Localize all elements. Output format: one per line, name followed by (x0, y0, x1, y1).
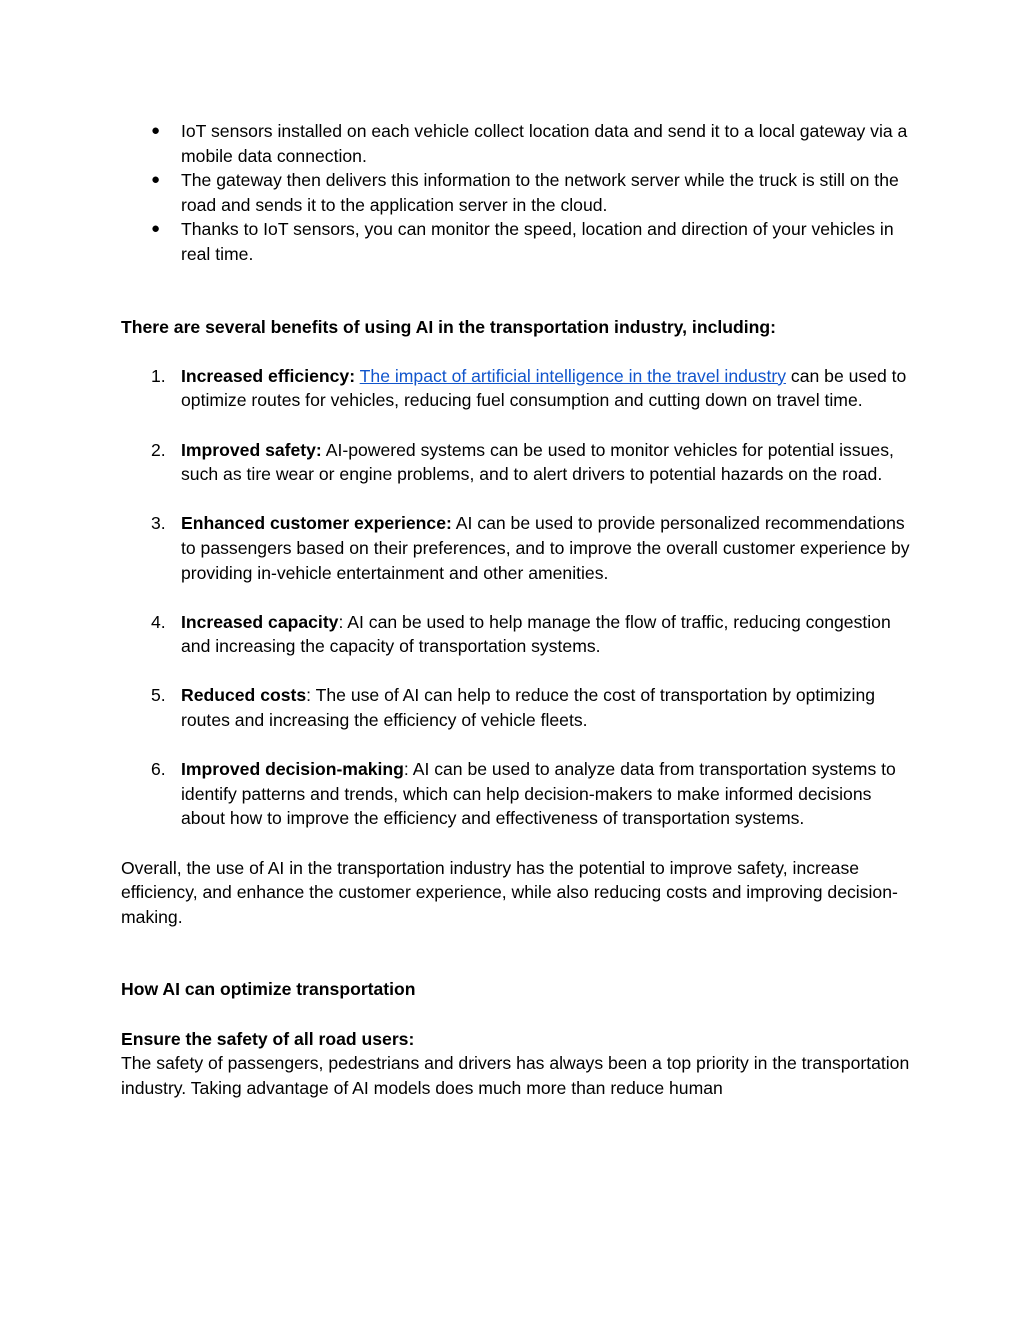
bullet-icon: ● (151, 220, 161, 238)
bullet-icon: ● (151, 122, 161, 139)
benefits-heading: There are several benefits of using AI in the transportation industry, including: (121, 316, 776, 337)
benefit-item-increased-efficiency (121, 364, 911, 413)
bullet-item (121, 217, 911, 266)
list-number: 4. (151, 611, 166, 632)
document-page (121, 119, 911, 1100)
benefit-item-decision-making (121, 757, 911, 831)
section-heading: How AI can optimize transportation (121, 979, 416, 1000)
bullet-text: IoT sensors installed on each vehicle collect location data and send it to a local gateway via a mobile data connection. (181, 121, 908, 166)
iot-bullet-list (121, 119, 911, 267)
bullet-icon: ● (151, 171, 161, 189)
list-number: 6. (151, 759, 166, 780)
benefit-item-improved-safety (121, 438, 911, 487)
list-number: 1. (151, 365, 166, 386)
bullet-item (121, 119, 911, 168)
benefit-item-reduced-costs (121, 683, 911, 732)
list-number: 5. (151, 685, 166, 706)
benefit-term: Increased capacity (181, 611, 339, 632)
benefit-text: AI-powered systems can be used to monitor vehicles for potential issues, such as tire wear or engine problems, and to alert drivers to potential hazards on the road. (181, 439, 894, 485)
benefit-text: : AI can be used to analyze data from transportation systems to identify patterns and trends, which can help decision-makers to make informed decisions about how to improve the efficiency and effectiveness of transportation systems. (181, 759, 896, 829)
benefit-item-increased-capacity (121, 610, 911, 659)
travel-industry-ai-link[interactable]: The impact of artificial intelligence in the travel industry (359, 365, 787, 386)
benefit-text: AI can be used to provide personalized recommendations to passengers based on their preferences, and to improve the overall customer experience by providing in-vehicle entertainment and other amenities. (181, 513, 910, 583)
list-number: 2. (151, 439, 166, 460)
benefits-list (121, 364, 911, 831)
benefit-term: Increased efficiency: (181, 365, 356, 386)
overall-paragraph: Overall, the use of AI in the transportation industry has the potential to improve safety, increase efficiency, and enhance the customer experience, while also reducing costs and improving decision-making. (121, 857, 898, 927)
benefit-text: : The use of AI can help to reduce the cost of transportation by optimizing routes and increasing the efficiency of vehicle fleets. (181, 685, 876, 731)
bullet-text: The gateway then delivers this information to the network server while the truck is still on the road and sends it to the application server in the cloud. (181, 170, 899, 215)
benefit-term: Enhanced customer experience: (181, 513, 452, 534)
benefit-term: Reduced costs (181, 685, 307, 706)
benefit-text: : AI can be used to help manage the flow of traffic, reducing congestion and increasing the capacity of transportation systems. (181, 611, 891, 657)
benefit-item-customer-experience (121, 511, 911, 585)
bullet-text: Thanks to IoT sensors, you can monitor the speed, location and direction of your vehicles in real time. (181, 219, 894, 264)
benefit-text: can be used to optimize routes for vehicles, reducing fuel consumption and cutting down on travel time. (181, 365, 907, 411)
benefit-term: Improved safety: (181, 439, 322, 460)
benefit-term: Improved decision-making (181, 759, 404, 780)
subsection-heading: Ensure the safety of all road users: (121, 1028, 415, 1049)
list-number: 3. (151, 513, 166, 534)
safety-paragraph: The safety of passengers, pedestrians and drivers has always been a top priority in the transportation industry. Taking advantage of AI models does much more than reduce human (121, 1053, 910, 1098)
bullet-item (121, 168, 911, 217)
